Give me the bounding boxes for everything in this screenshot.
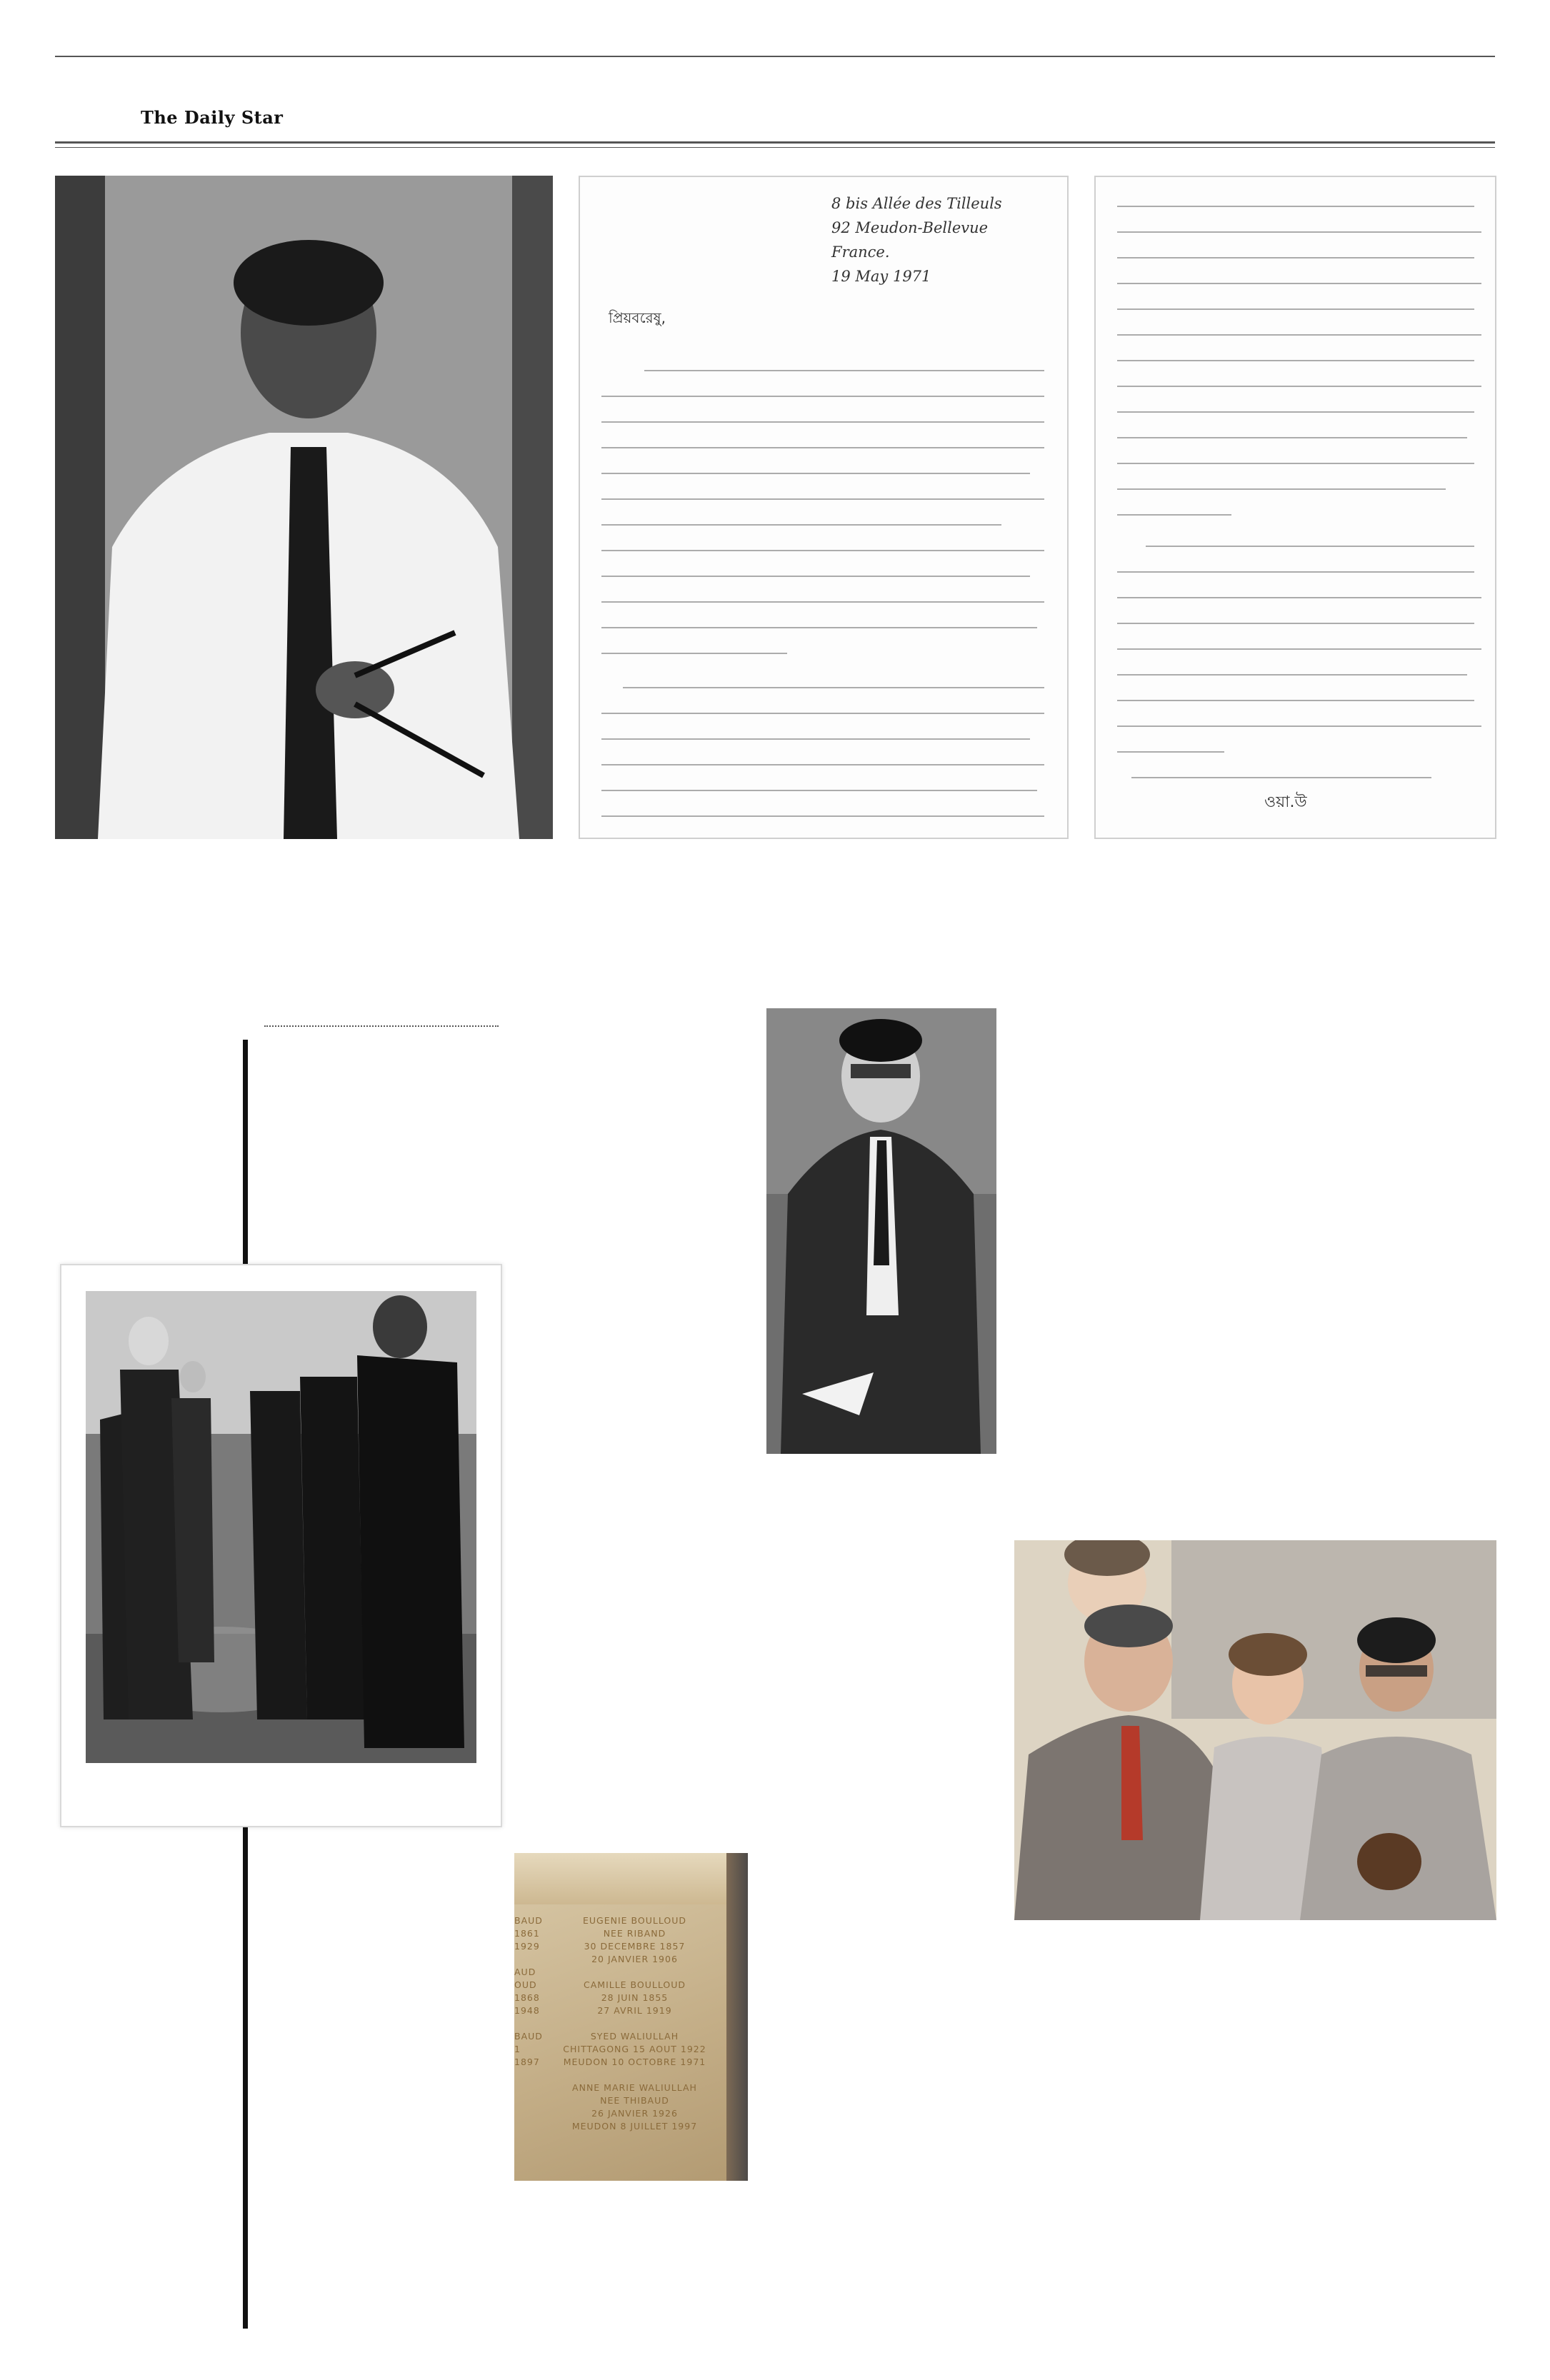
letter-page-2 [1094,176,1496,839]
framed-photo-card [60,1264,502,1827]
gravestone-photo [514,1853,748,2181]
dotted-rule [264,1025,499,1027]
gravestone-left-fragment: BAUD 1861 1929 AUD OUD 1868 1948 BAUD 1 1897 [514,1915,543,2067]
letter-address: 8 bis Allée des Tilleuls 92 Meudon-Bellevue France. 19 May 1971 [831,195,1002,285]
gravestone-inscription: EUGENIE BOULLOUD NEE RIBAND 30 DECEMBRE 1857 20 JANVIER 1906 CAMILLE BOULLOUD 28 JUIN 1855 27 AVRIL 1919 SYED WALIULLAH CHITTAGONG 15 AOUT 1922 MEUDON 10 OCTOBRE 1971 ANNE MARIE WALIULLAH NEE THIBAUD 26 JANVIER 1926 MEUDON 8 JUILLET 1997 [563,1915,706,2132]
portrait-photo [55,176,553,839]
masthead-logo: The Daily Star [141,107,284,128]
header-rule-thick [55,141,1495,144]
group-photo [86,1291,476,1763]
letter-salutation: প্রিয়বরেষু, [609,309,666,326]
header-rule-thin [55,147,1495,148]
friends-color-photo [1014,1540,1496,1920]
top-rule [55,56,1495,57]
letter-signature: ওয়া.উ [1264,793,1307,811]
standing-man-photo [766,1008,996,1454]
letter-page-1 [579,176,1069,839]
